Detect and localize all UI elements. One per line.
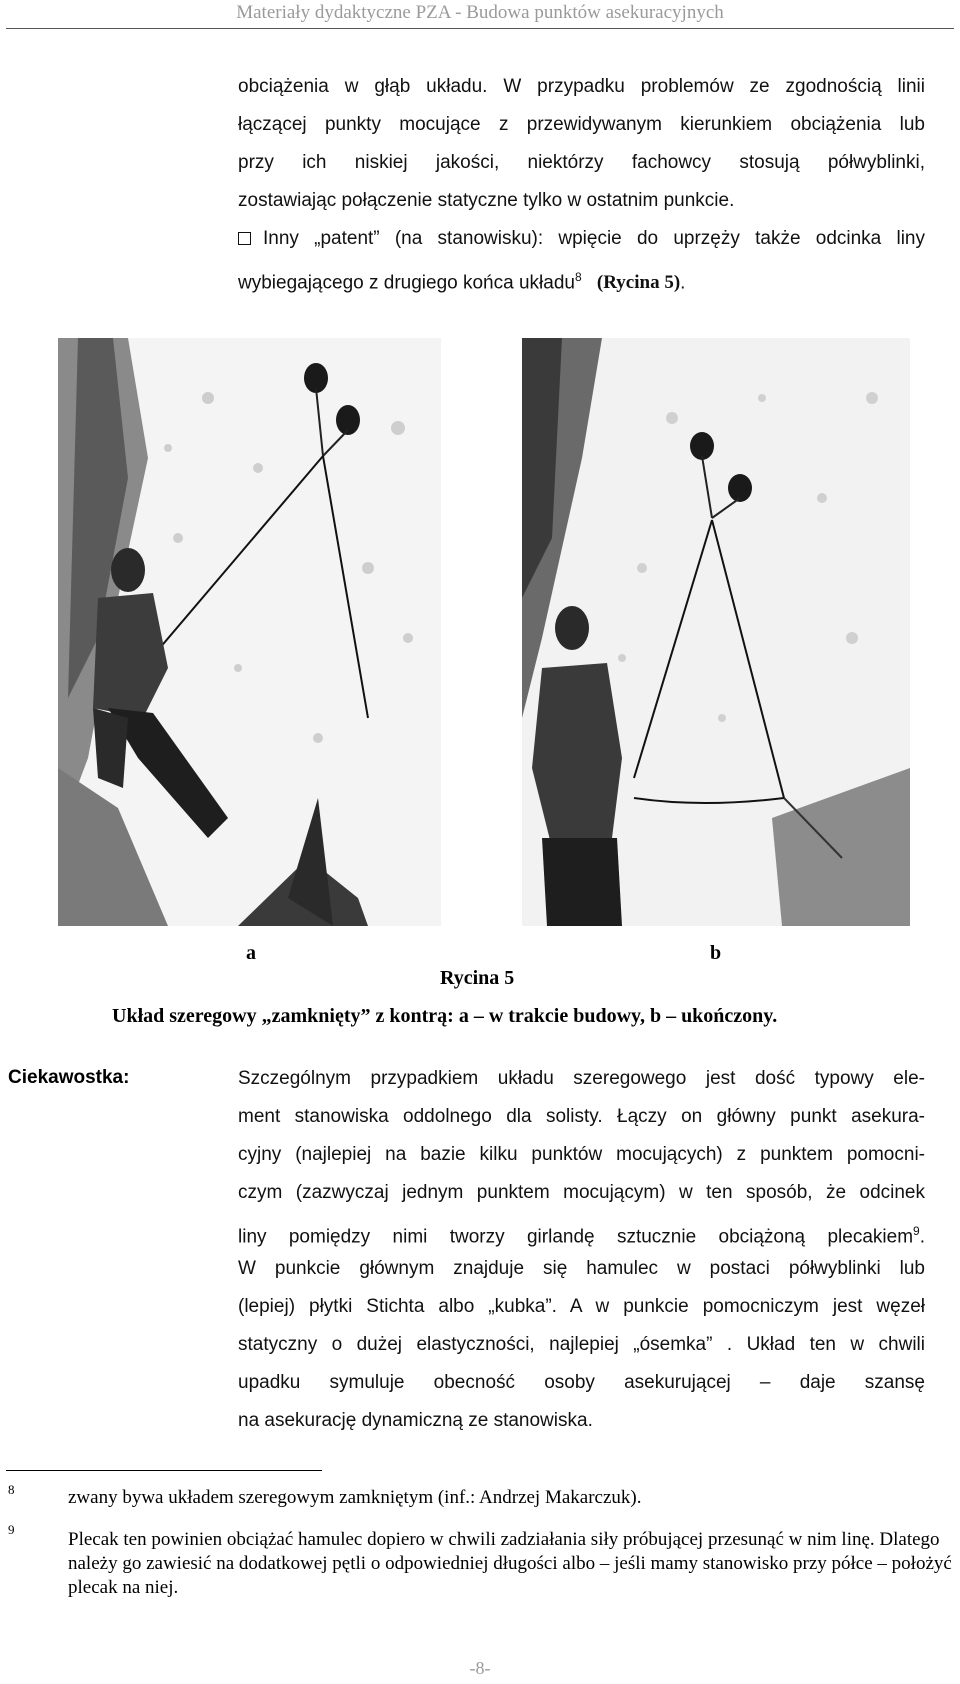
footnote-text: Plecak ten powinien obciążać hamulec dopiero w chwili zadziałania siły próbującej przesunąć w nim linę. Dlatego należy go zawiesić na dodatkowej pętli o odpowiedniej długości albo – jeśli mamy stanowisko przy półce – położyć plecak na niej. bbox=[68, 1529, 952, 1598]
header-divider bbox=[6, 28, 954, 29]
intro-line: obciążenia w głąb układu. W przypadku problemów ze zgodnością linii bbox=[238, 76, 925, 97]
footnote-number: 9 bbox=[8, 1522, 15, 1537]
footnote-text: zwany bywa układem szeregowym zamkniętym (inf.: Andrzej Makarczuk). bbox=[68, 1487, 642, 1508]
fact-end: . bbox=[919, 1226, 925, 1248]
fact-line: Szczególnym przypadkiem układu szeregowego jest dość typowy ele- bbox=[238, 1068, 925, 1089]
footnote-ref: 8 bbox=[574, 270, 582, 284]
checkbox-bullet-icon bbox=[238, 232, 251, 245]
climber-photo-a bbox=[58, 338, 441, 926]
page-number: -8- bbox=[469, 1658, 491, 1678]
running-header: Materiały dydaktyczne PZA - Budowa punktów asekuracyjnych bbox=[236, 2, 724, 23]
bullet-item-continued bbox=[238, 266, 925, 294]
fact-line: statyczny o dużej elastyczności, najlepiej „ósemka” . Układ ten w chwili bbox=[238, 1334, 925, 1355]
bullet-item bbox=[238, 228, 925, 250]
photo-b bbox=[522, 338, 910, 926]
climber-photo-b bbox=[522, 338, 910, 926]
fact-line: czym (zazwyczaj jednym punktem mocującym) w ten sposób, że odcinek bbox=[238, 1182, 925, 1203]
ciekawostka-label: Ciekawostka: bbox=[8, 1067, 130, 1088]
intro-line: łączącej punkty mocujące z przewidywanym kierunkiem obciążenia lub bbox=[238, 114, 925, 135]
bullet-end: . bbox=[680, 272, 686, 294]
figure-ref: (Rycina 5) bbox=[596, 272, 681, 294]
figure-caption: Układ szeregowy „zamknięty” z kontrą: a – w trakcie budowy, b – ukończony. bbox=[112, 1005, 778, 1027]
fact-line: upadku symuluje obecność osoby asekurującej – daje szansę bbox=[238, 1372, 925, 1393]
fact-line: (lepiej) płytki Stichta albo „kubka”. A w punkcie pomocniczym jest węzeł bbox=[238, 1296, 925, 1317]
photo-a bbox=[58, 338, 441, 926]
fact-line: W punkcie głównym znajduje się hamulec w postaci półwyblinki lub bbox=[238, 1258, 925, 1279]
intro-line: przy ich niskiej jakości, niektórzy fachowcy stosują półwyblinki, bbox=[238, 152, 925, 173]
intro-line: zostawiając połączenie statyczne tylko w ostatnim punkcie. bbox=[238, 190, 735, 211]
bullet-text: wybiegającego z drugiego końca układu bbox=[238, 272, 575, 294]
figure-title: Rycina 5 bbox=[440, 967, 515, 989]
fact-text: liny pomiędzy nimi tworzy girlandę sztucznie obciążoną plecakiem bbox=[238, 1226, 914, 1248]
footnote-ref: 9 bbox=[913, 1224, 920, 1238]
bullet-text: Inny „patent” (na stanowisku): wpięcie do uprzęży także odcinka liny bbox=[263, 228, 925, 249]
footnote-divider bbox=[6, 1470, 322, 1471]
figure-label-a: a bbox=[246, 942, 256, 964]
figure-label-b: b bbox=[710, 942, 722, 964]
fact-line: na asekurację dynamiczną ze stanowiska. bbox=[238, 1410, 593, 1431]
fact-line bbox=[238, 1220, 925, 1248]
fact-line: ment stanowiska oddolnego dla solisty. Łączy on główny punkt asekura- bbox=[238, 1106, 925, 1127]
footnote-number: 8 bbox=[8, 1482, 15, 1497]
fact-line: cyjny (najlepiej na bazie kilku punktów mocujących) z punktem pomocni- bbox=[238, 1144, 925, 1165]
